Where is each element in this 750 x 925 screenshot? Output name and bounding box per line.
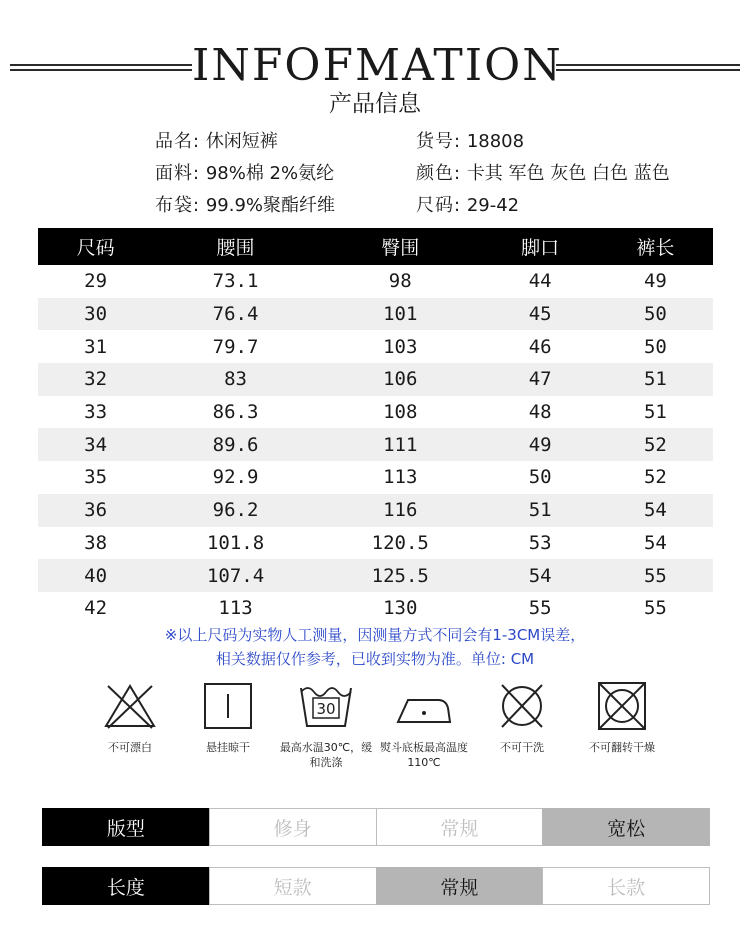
fit-option-slim: 修身 bbox=[209, 808, 377, 846]
table-cell: 51 bbox=[643, 401, 667, 424]
no-dry-clean-icon bbox=[494, 680, 550, 732]
info-item bbox=[416, 130, 524, 154]
table-cell: 108 bbox=[383, 401, 418, 424]
table-cell: 86.3 bbox=[212, 401, 259, 424]
table-cell: 46 bbox=[528, 335, 552, 358]
hang-dry-icon bbox=[200, 680, 256, 732]
table-cell: 33 bbox=[84, 401, 108, 424]
size-table-body bbox=[38, 265, 713, 625]
table-cell: 52 bbox=[598, 428, 713, 461]
table-cell: 55 bbox=[643, 597, 667, 620]
col-header-length: 裤长 bbox=[598, 228, 713, 265]
table-cell: 92.9 bbox=[212, 466, 259, 489]
size-table bbox=[38, 228, 713, 625]
length-label: 长度 bbox=[42, 867, 210, 905]
table-row bbox=[38, 265, 713, 298]
care-label: 熨斗底板最高温度110℃ bbox=[380, 741, 468, 769]
table-row bbox=[38, 592, 713, 625]
col-header-waist: 腰围 bbox=[153, 228, 318, 265]
table-cell: 55 bbox=[598, 559, 713, 592]
table-row bbox=[38, 396, 713, 429]
table-row bbox=[38, 559, 713, 592]
info-fabric-value: 98%棉 2%氨纶 bbox=[205, 163, 335, 184]
fit-option-loose: 宽松 bbox=[542, 808, 710, 846]
table-cell: 106 bbox=[318, 363, 483, 396]
note-line-1: ※以上尺码为实物人工测量，因测量方式不同会有1-3CM误差， bbox=[164, 626, 586, 644]
table-row bbox=[38, 494, 713, 527]
table-cell: 40 bbox=[38, 559, 153, 592]
info-size-value: 29-42 bbox=[466, 195, 520, 216]
table-cell: 76.4 bbox=[153, 298, 318, 331]
care-no-dry-clean bbox=[472, 680, 572, 755]
table-cell: 34 bbox=[38, 428, 153, 461]
table-cell: 54 bbox=[598, 494, 713, 527]
info-pocket-label: 布袋: bbox=[155, 195, 201, 216]
table-cell: 89.6 bbox=[153, 428, 318, 461]
info-name-label: 品名: bbox=[155, 131, 201, 152]
header-rule-right bbox=[556, 64, 740, 71]
table-cell: 101.8 bbox=[206, 531, 265, 554]
table-cell: 120.5 bbox=[371, 531, 429, 554]
table-cell: 79.7 bbox=[212, 335, 259, 358]
table-cell: 30 bbox=[38, 298, 153, 331]
no-bleach-icon bbox=[102, 680, 158, 732]
info-color-value: 卡其 军色 灰色 白色 蓝色 bbox=[466, 163, 670, 184]
length-option-regular: 常规 bbox=[376, 867, 544, 905]
page-subtitle: 产品信息 bbox=[329, 91, 421, 117]
length-row bbox=[42, 867, 710, 905]
table-cell: 52 bbox=[643, 466, 667, 489]
wash-temp-text: 30 bbox=[316, 700, 336, 718]
table-cell: 103 bbox=[383, 335, 418, 358]
table-cell: 31 bbox=[84, 335, 108, 358]
table-cell: 48 bbox=[528, 401, 552, 424]
table-cell: 36 bbox=[38, 494, 153, 527]
fit-option-regular: 常规 bbox=[376, 808, 544, 846]
table-cell: 98 bbox=[388, 270, 412, 293]
table-cell: 47 bbox=[483, 363, 598, 396]
care-no-tumble-dry bbox=[572, 680, 672, 755]
table-cell: 83 bbox=[153, 363, 318, 396]
table-cell: 42 bbox=[84, 597, 108, 620]
length-option-long: 长款 bbox=[542, 867, 710, 905]
info-fabric bbox=[155, 162, 334, 186]
care-label: 不可漂白 bbox=[108, 741, 152, 754]
wash-30-icon bbox=[298, 680, 354, 732]
table-cell: 44 bbox=[528, 270, 552, 293]
table-row bbox=[38, 363, 713, 396]
care-wash-30 bbox=[276, 680, 376, 770]
table-row bbox=[38, 527, 713, 560]
care-hang-dry bbox=[178, 680, 278, 755]
table-row bbox=[38, 330, 713, 363]
iron-110-icon bbox=[394, 680, 454, 732]
table-cell: 45 bbox=[483, 298, 598, 331]
table-cell: 116 bbox=[318, 494, 483, 527]
table-cell: 73.1 bbox=[212, 270, 259, 293]
table-cell: 130 bbox=[383, 597, 418, 620]
table-cell: 55 bbox=[528, 597, 552, 620]
table-cell: 54 bbox=[643, 531, 667, 554]
info-item-label: 货号: bbox=[416, 131, 462, 152]
table-cell: 111 bbox=[318, 428, 483, 461]
info-color bbox=[416, 162, 670, 186]
fit-row bbox=[42, 808, 710, 846]
table-cell: 125.5 bbox=[318, 559, 483, 592]
size-table-header bbox=[38, 228, 713, 265]
table-cell: 29 bbox=[84, 270, 108, 293]
info-name bbox=[155, 130, 278, 154]
info-size-label: 尺码: bbox=[416, 195, 462, 216]
care-label: 不可干洗 bbox=[500, 741, 544, 754]
info-item-value: 18808 bbox=[466, 131, 525, 152]
table-cell: 107.4 bbox=[153, 559, 318, 592]
info-color-label: 颜色: bbox=[416, 163, 462, 184]
info-pocket bbox=[155, 194, 335, 218]
table-cell: 113 bbox=[218, 597, 253, 620]
table-row bbox=[38, 298, 713, 331]
col-header-hip: 臀围 bbox=[318, 228, 483, 265]
table-row bbox=[38, 461, 713, 494]
note-line-2: 相关数据仅作参考，已收到实物为准。单位: CM bbox=[215, 650, 535, 668]
info-fabric-label: 面料: bbox=[155, 163, 201, 184]
info-size bbox=[416, 194, 519, 218]
table-cell: 51 bbox=[483, 494, 598, 527]
table-cell: 51 bbox=[598, 363, 713, 396]
no-tumble-dry-icon bbox=[594, 680, 650, 732]
table-cell: 49 bbox=[483, 428, 598, 461]
table-cell: 113 bbox=[383, 466, 418, 489]
care-label: 不可翻转干燥 bbox=[589, 741, 655, 754]
col-header-hem: 脚口 bbox=[483, 228, 598, 265]
table-cell: 32 bbox=[38, 363, 153, 396]
page-title: INFOFMATION bbox=[192, 40, 563, 91]
table-cell: 50 bbox=[528, 466, 552, 489]
table-cell: 53 bbox=[528, 531, 552, 554]
care-label: 悬挂晾干 bbox=[206, 741, 250, 754]
table-cell: 38 bbox=[84, 531, 108, 554]
info-pocket-value: 99.9%聚酯纤维 bbox=[205, 195, 335, 216]
table-row bbox=[38, 428, 713, 461]
care-label: 最高水温30℃，缓和洗涤 bbox=[279, 741, 373, 769]
care-iron-110 bbox=[374, 680, 474, 770]
length-option-short: 短款 bbox=[209, 867, 377, 905]
table-cell: 50 bbox=[643, 335, 667, 358]
col-header-size: 尺码 bbox=[38, 228, 153, 265]
care-no-bleach bbox=[80, 680, 180, 755]
table-cell: 50 bbox=[598, 298, 713, 331]
table-cell: 54 bbox=[483, 559, 598, 592]
info-name-value: 休闲短裤 bbox=[205, 131, 278, 152]
table-cell: 101 bbox=[318, 298, 483, 331]
table-cell: 49 bbox=[643, 270, 667, 293]
fit-label: 版型 bbox=[42, 808, 210, 846]
header-rule-left bbox=[10, 64, 192, 71]
table-cell: 35 bbox=[84, 466, 108, 489]
table-cell: 96.2 bbox=[153, 494, 318, 527]
